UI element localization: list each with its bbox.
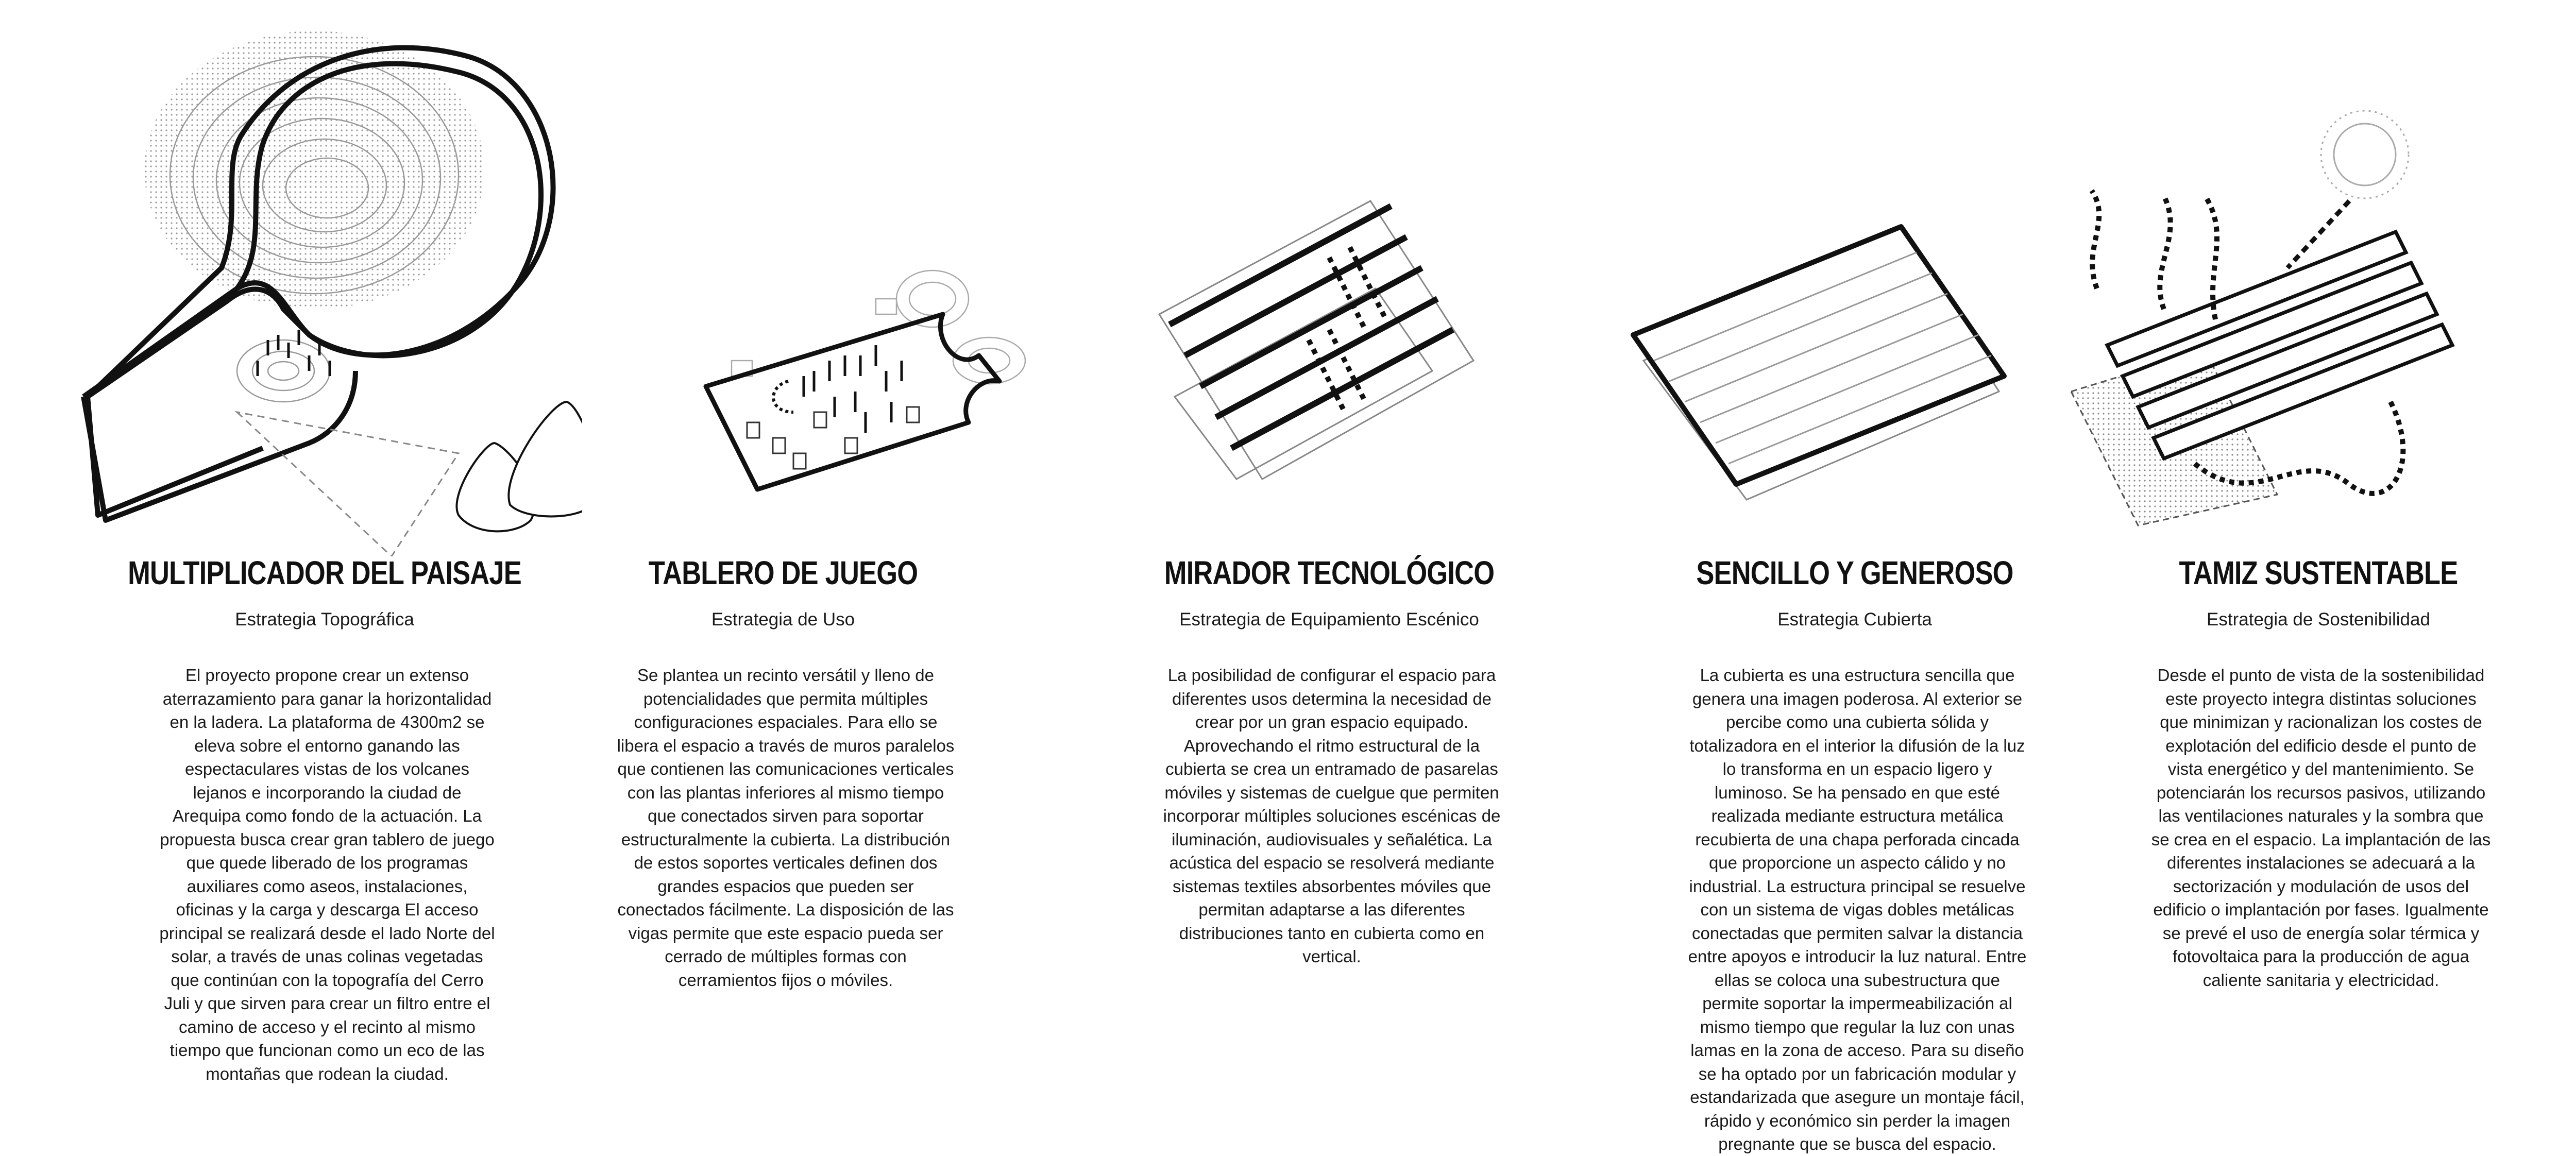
section-subtitle: Estrategia Topográfica	[235, 609, 414, 630]
section-title: TAMIZ SUSTENTABLE	[2179, 554, 2458, 591]
section-body: La cubierta es una estructura sencilla que genera una imagen poderosa. Al exterior se percibe como una cubierta sólida y totalizadora en el interior la difusión de la luz lo transforma en un espacio ligero y luminoso. Se ha pensado en que esté realizada mediante estructura metálica recubierta de una chapa perforada cincada que proporcione un aspecto cálido y no industrial. La estructura principal se resuelve con un sistema de vigas dobles metálicas conectadas que permiten salvar la distancia entre apoyos e introducir la luz natural. Entre ellas se coloca una subestructura que permite soportar la impermeabilización al mismo tiempo que regular la luz con unas lamas en la zona de acceso. Para su diseño se ha optado por un fabricación modular y estandarizada que asegure un montaje fácil, rápido y económico sin perder la imagen pregnante que se busca del espacio.	[1688, 666, 2027, 1153]
section-mirador	[1072, 0, 1587, 1080]
section-body: El proyecto propone crear un extenso aterrazamiento para ganar la horizontalidad en la ladera. La plataforma de 4300m2 se eleva sobre el entorno ganando las espectaculares vistas de los volcanes lejanos e incorporando la ciudad de Arequipa como fondo de la actuación. La propuesta busca crear gran tablero de juego que quede liberado de los programas auxiliares como aseos, instalaciones, oficinas y la carga y descarga El acceso principal se realizará desde el lado Norte del solar, a través de unas colinas vegetadas que continúan con la topografía del Cerro Juli y que sirven para crear un filtro entre el camino de acceso y el recinto al mismo tiempo que funcionan como un eco de las montañas que rodean la ciudad.	[159, 666, 495, 1083]
section-subtitle: Estrategia de Equipamiento Escénico	[1179, 609, 1479, 630]
section-subtitle: Estrategia de Sostenibilidad	[2207, 609, 2430, 630]
section-title: SENCILLO Y GENEROSO	[1696, 554, 2013, 591]
sun-icon	[2321, 111, 2409, 198]
section-sencillo	[1597, 0, 2112, 1153]
section-title: MIRADOR TECNOLÓGICO	[1164, 554, 1495, 591]
section-title: MULTIPLICADOR DEL PAISAJE	[128, 554, 521, 591]
section-tamiz	[2061, 0, 2576, 1080]
section-body: Desde el punto de vista de la sostenibilidad este proyecto integra distintas soluciones que minimizan y racionalizan los costes de explotación del edificio desde el punto de vista energético y del mantenimiento. Se potenciarán los recursos pasivos, utilizando las ventilaciones naturales y la sombra que se crea en el espacio. La implantación de las diferentes instalaciones se adecuará a la sectorización y modulación de usos del edificio o implantación por fases. Igualmente se prevé el uso de energía solar térmica y fotovoltaica para la producción de agua caliente sanitaria y electricidad.	[2151, 666, 2491, 990]
section-subtitle: Estrategia de Uso	[711, 609, 855, 630]
section-subtitle: Estrategia Cubierta	[1777, 609, 1932, 630]
technical-grid-icon	[1072, 0, 1587, 556]
section-title: TABLERO DE JUEGO	[648, 554, 918, 591]
sun-ventilation-icon	[2061, 0, 2576, 556]
section-tablero	[526, 0, 1041, 1080]
game-board-icon	[526, 0, 1041, 556]
section-multiplicador	[67, 0, 582, 1083]
section-body: Se plantea un recinto versátil y lleno de potencialidades que permita múltiples configuraciones espaciales. Para ello se libera el espacio a través de muros paralelos que contienen las comunicaciones verticales con las plantas inferiores al mismo tiempo que conectados sirven para soportar estructuralmente la cubierta. La distribución de estos soportes verticales definen dos grandes espacios que pueden ser conectados fácilmente. La disposición de las vigas permite que este espacio pueda ser cerrado de múltiples formas con cerramientos fijos o móviles.	[617, 666, 955, 990]
roof-icon	[1597, 0, 2112, 556]
section-body: La posibilidad de configurar el espacio para diferentes usos determina la necesidad de crear por un gran espacio equipado. Aprovechando el ritmo estructural de la cubierta se crea un entramado de pasarelas móviles y sistemas de cuelgue que permiten incorporar múltiples soluciones escénicas de iluminación, audiovisuales y señalética. La acústica del espacio se resolverá mediante sistemas textiles absorbentes móviles que permitan adaptarse a las diferentes distribuciones tanto en cubierta como en vertical.	[1163, 666, 1501, 966]
landscape-platform-icon	[67, 0, 582, 556]
